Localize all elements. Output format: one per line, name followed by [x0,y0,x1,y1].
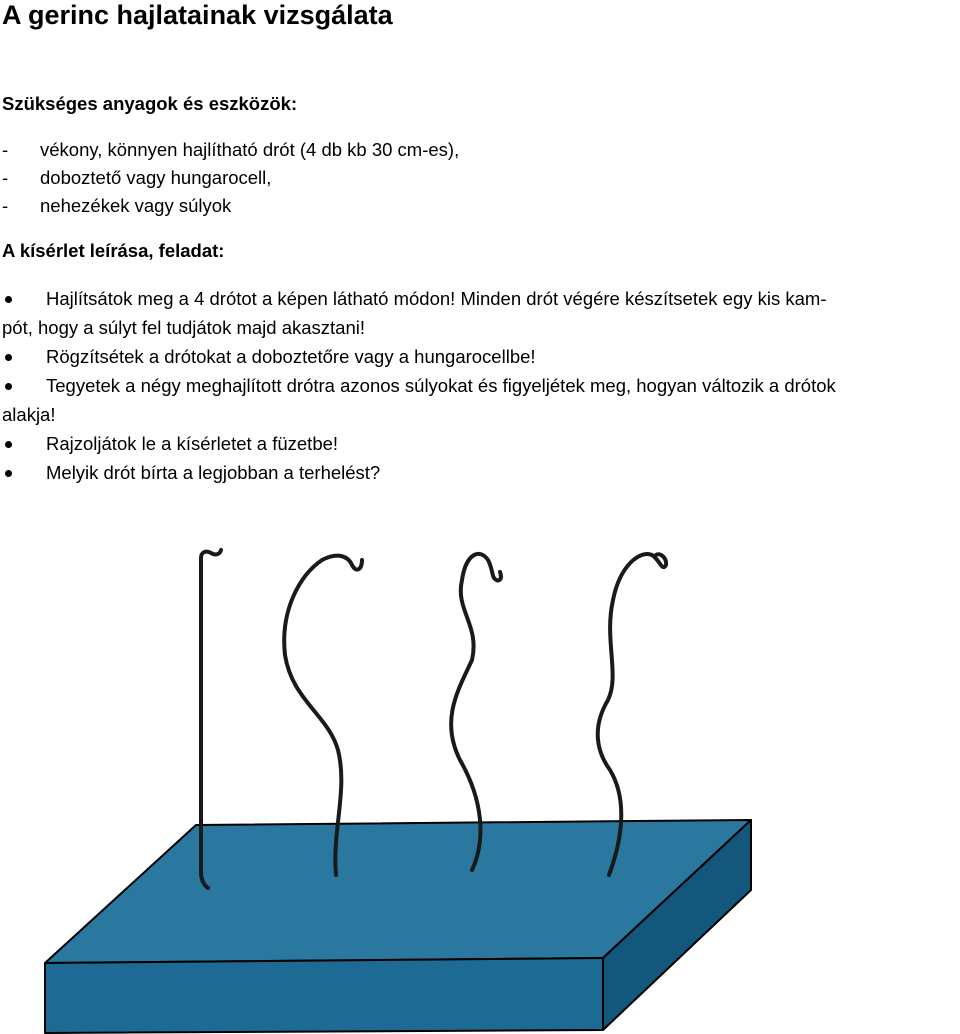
step-item [0,342,960,371]
step-item [0,284,960,342]
step-text-continuation: alakja! [2,404,56,425]
bullet-icon [5,441,12,448]
step-text: Hajlítsátok meg a 4 drótot a képen látható módon! Minden drót végére készítsetek egy kis kam- [46,288,827,309]
wire-experiment-illustration [0,520,960,1034]
step-item [0,458,960,487]
material-text: vékony, könnyen hajlítható drót (4 db kb 30 cm-es), [40,139,460,160]
document-title: A gerinc hajlatainak vizsgálata [2,0,393,30]
dash-marker: - [2,195,9,216]
bullet-icon [5,383,12,390]
bullet-icon [5,470,12,477]
step-item [0,429,960,458]
bullet-icon [5,354,12,361]
dash-marker: - [2,167,9,188]
board-front-face [45,958,603,1033]
step-text-continuation: pót, hogy a súlyt fel tudjátok majd akasztani! [2,317,366,338]
step-text: Melyik drót bírta a legjobban a terhelést? [46,462,381,483]
task-heading: A kísérlet leírása, feladat: [2,240,225,261]
step-item [0,371,960,429]
materials-heading: Szükséges anyagok és eszközök: [2,93,298,114]
dash-marker: - [2,139,9,160]
step-text: Rögzítsétek a drótokat a doboztetőre vagy a hungarocellbe! [46,346,536,367]
bullet-icon [5,296,12,303]
material-text: nehezékek vagy súlyok [40,195,232,216]
steps-list [0,284,960,487]
material-text: doboztető vagy hungarocell, [40,167,272,188]
step-text: Rajzoljátok le a kísérletet a füzetbe! [46,433,339,454]
step-text: Tegyetek a négy meghajlított drótra azonos súlyokat és figyeljétek meg, hogyan változik a drótok [46,375,836,396]
